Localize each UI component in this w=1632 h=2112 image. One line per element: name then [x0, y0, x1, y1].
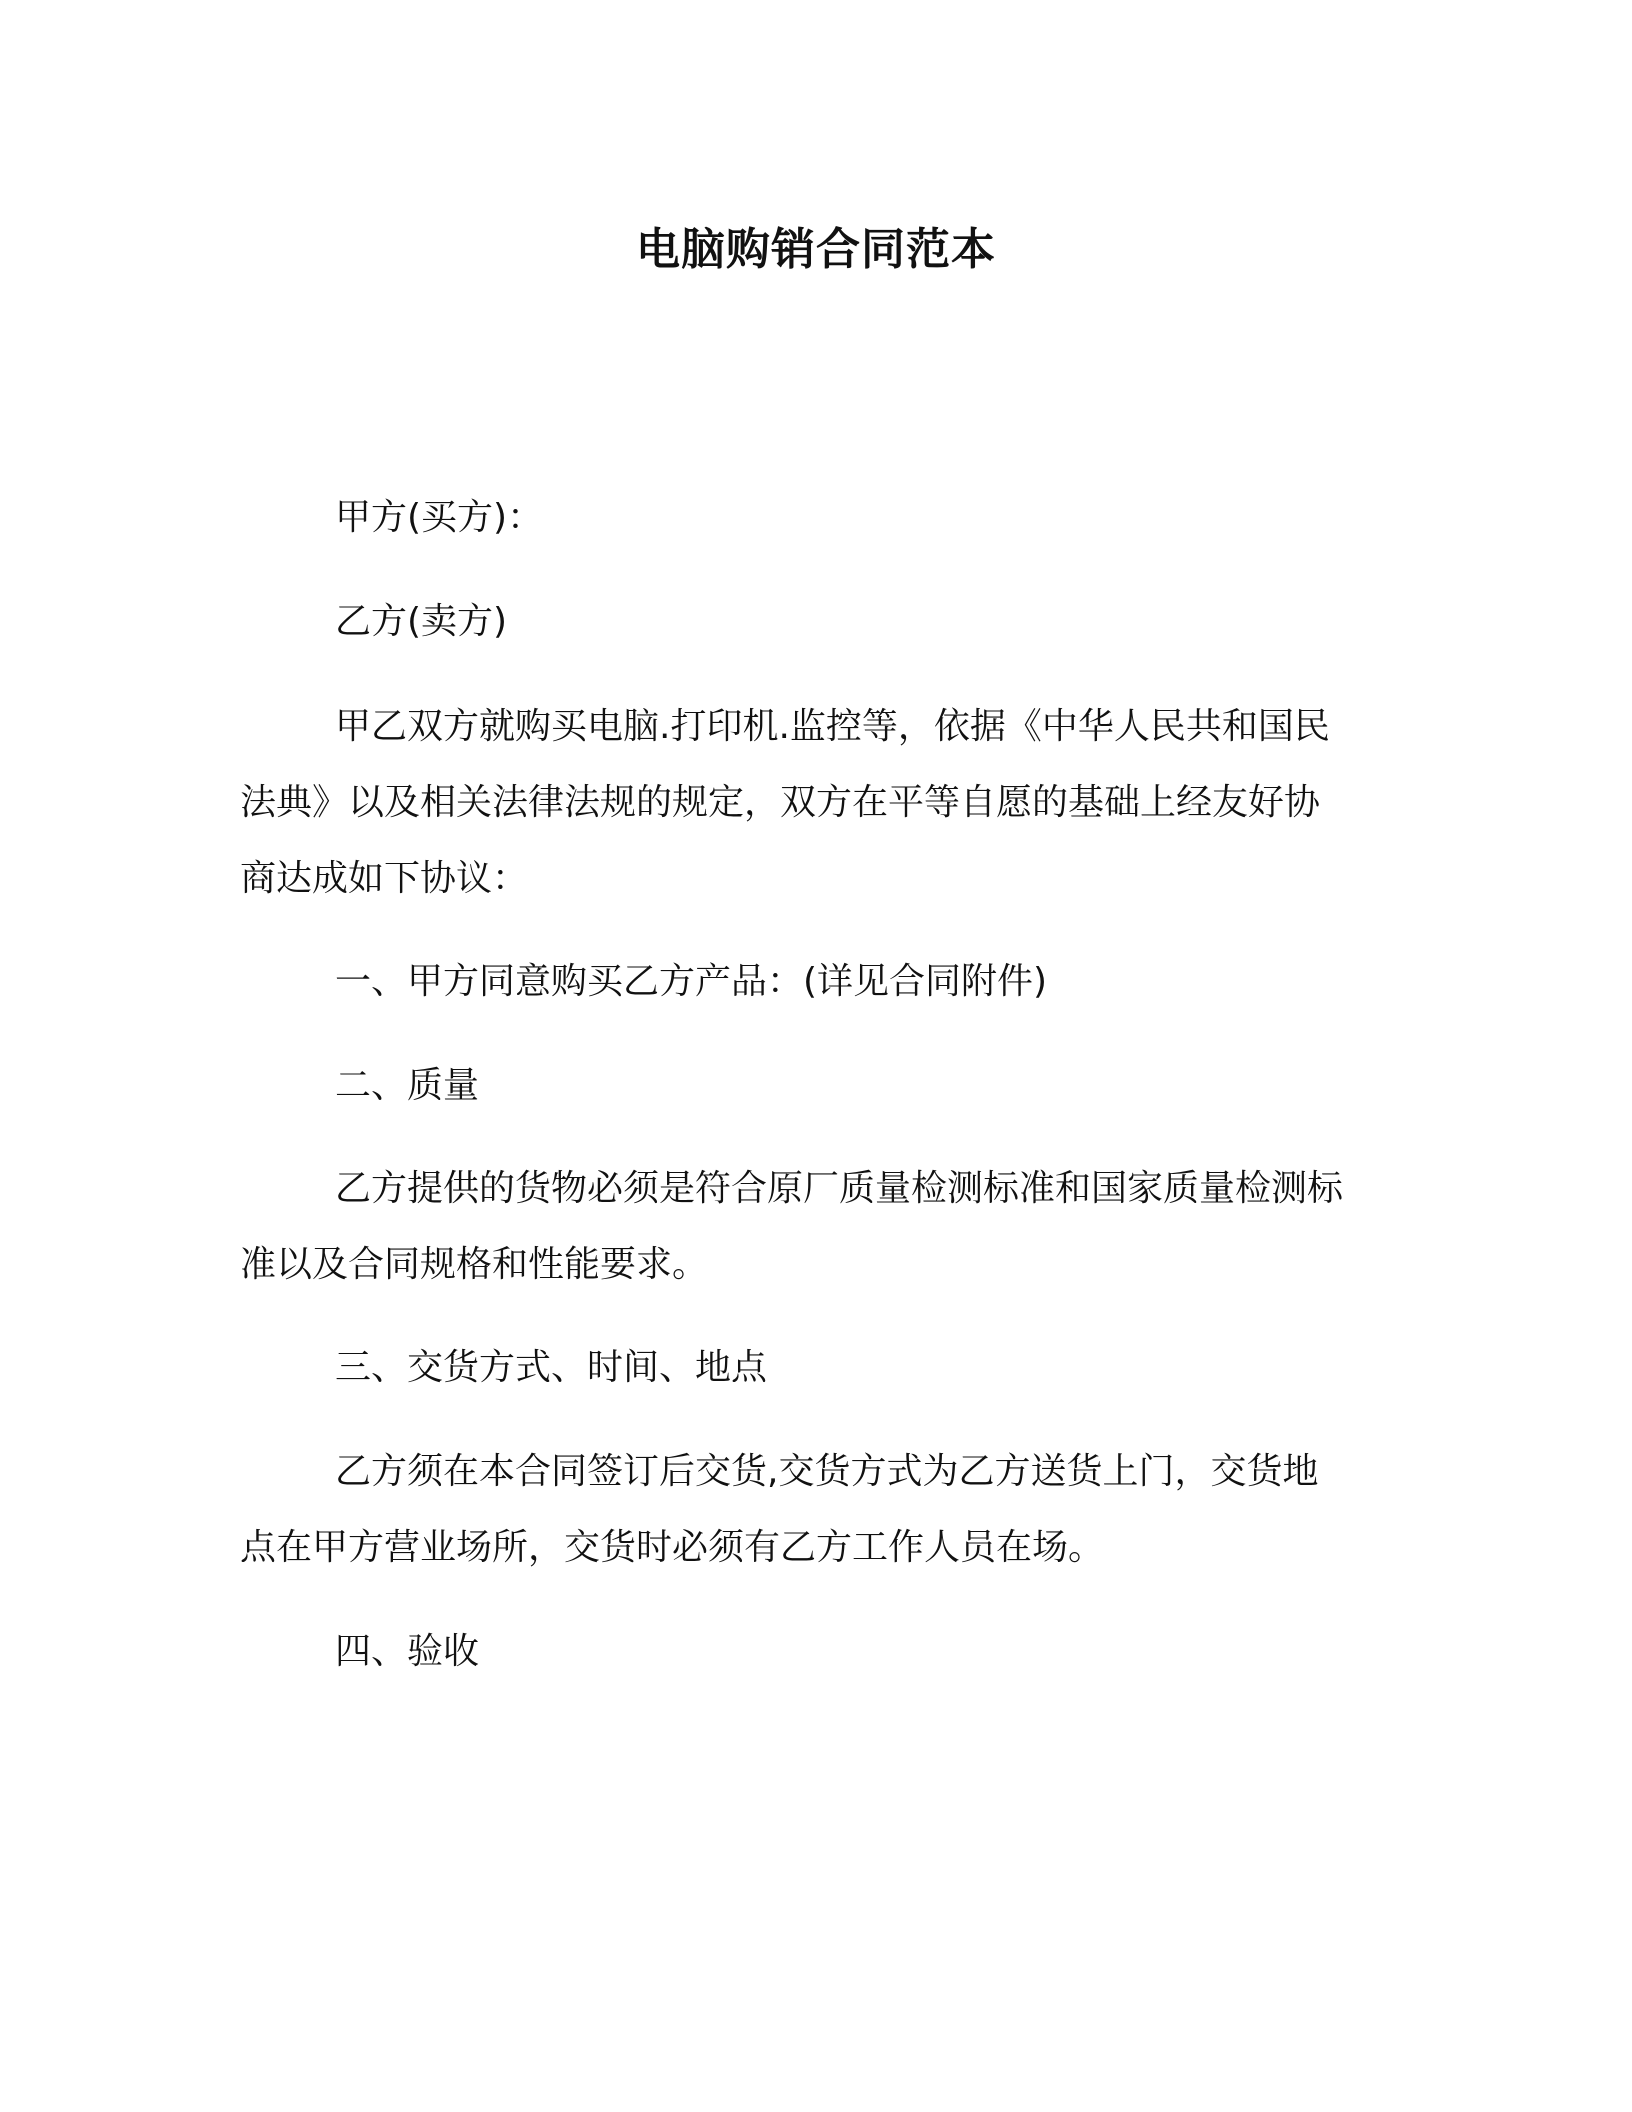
clause-2-body-line-1: 乙方提供的货物必须是符合原厂质量检测标准和国家质量检测标: [335, 1168, 1344, 1209]
party-a-line: 甲方(买方)：: [335, 497, 544, 538]
preamble-line-2: 法典》以及相关法律法规的规定，双方在平等自愿的基础上经友好协: [240, 782, 1321, 823]
clause-3-body-line-1: 乙方须在本合同签订后交货,交货方式为乙方送货上门，交货地: [335, 1451, 1319, 1492]
document-title: 电脑购销合同范本: [636, 224, 996, 275]
clause-4-heading: 四、验收: [335, 1631, 480, 1672]
clause-2-body-line-2: 准以及合同规格和性能要求。: [240, 1244, 709, 1285]
preamble-line-1: 甲乙双方就购买电脑.打印机.监控等，依据《中华人民共和国民: [335, 706, 1330, 747]
clause-3-heading: 三、交货方式、时间、地点: [335, 1347, 768, 1388]
preamble-line-3: 商达成如下协议：: [240, 858, 529, 899]
party-b-line: 乙方(卖方): [335, 601, 508, 642]
clause-2-heading: 二、质量: [335, 1065, 480, 1106]
clause-3-body-line-2: 点在甲方营业场所，交货时必须有乙方工作人员在场。: [240, 1527, 1105, 1568]
clause-1-heading: 一、甲方同意购买乙方产品：(详见合同附件): [335, 961, 1048, 1002]
